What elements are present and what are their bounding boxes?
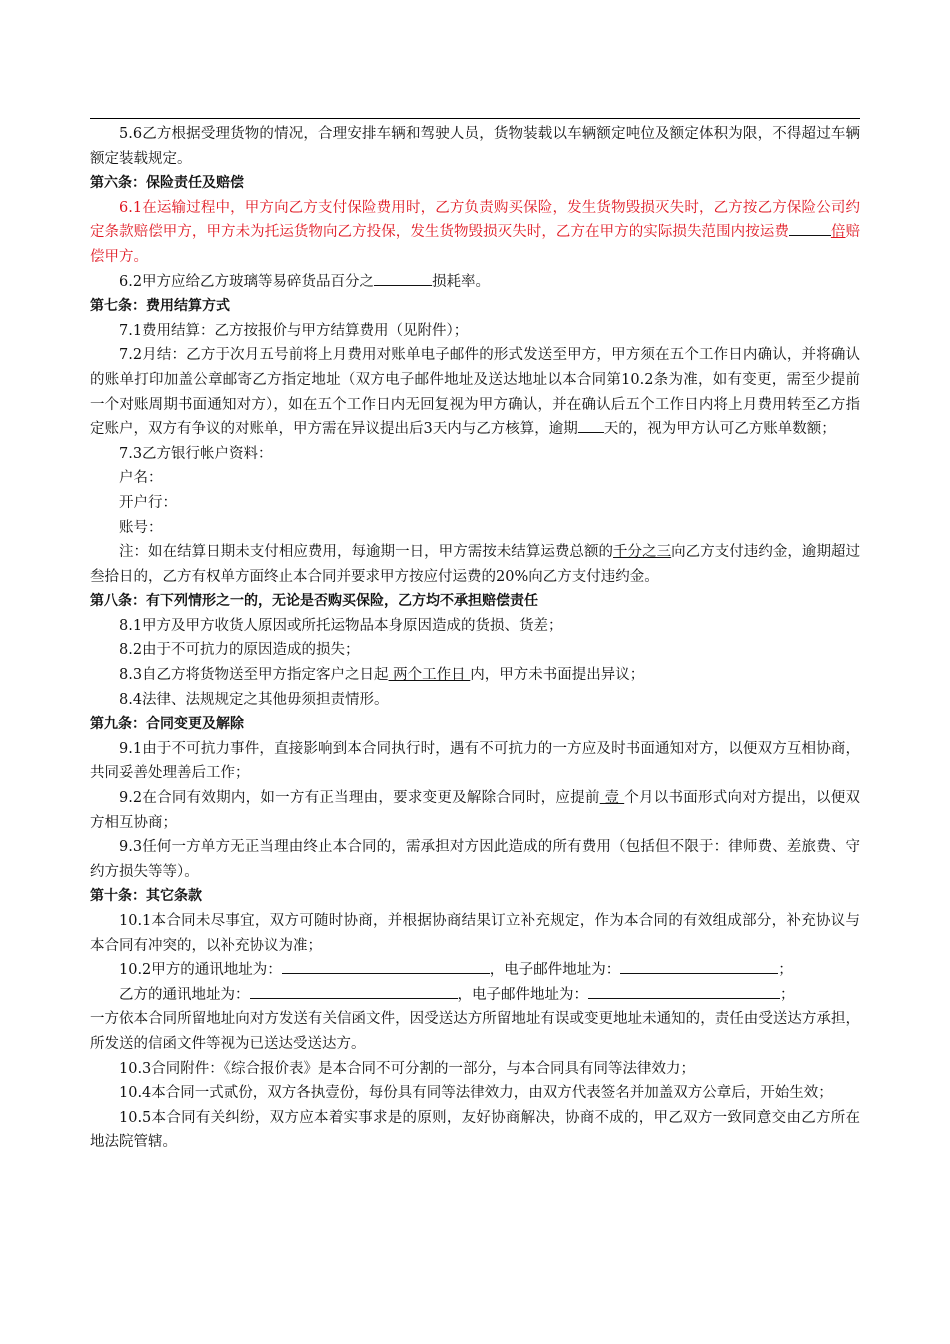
clause-9-2-text: 9.2在合同有效期内，如一方有正当理由，要求变更及解除合同时，应提前 (119, 790, 600, 807)
account-number: 账号： (119, 519, 163, 536)
clause-10-2-service: 一方依本合同所留地址向对方发送有关信函文件，因受送达方所留地址有误或变更地址未通知的，责任由受送达方承担，所发送的信函文件等视为已送达受送达方。 (90, 1011, 860, 1052)
clause-7-1: 7.1费用结算：乙方按报价与甲方结算费用（见附件）； (119, 322, 469, 339)
clause-6-1-multiple: 倍 (830, 224, 846, 241)
clause-7-2 (90, 343, 860, 441)
clause-8-3 (90, 663, 860, 688)
account-bank: 开户行： (119, 494, 177, 511)
party-a-email-blank (620, 959, 778, 974)
party-a-address-label: 10.2甲方的通讯地址为： (119, 962, 282, 979)
clause-9-2-months: 壹 (599, 790, 625, 807)
clause-8-3-period: 两个工作日 (388, 667, 471, 684)
party-b-email-label: ，电子邮件地址为： (457, 986, 588, 1003)
clause-9-1: 9.1由于不可抗力事件，直接影响到本合同执行时，遇有不可抗力的一方应及时书面通知对方，以便双方互相协商，共同妥善处理善后工作； (90, 740, 860, 782)
party-a-end: ； (778, 962, 793, 979)
clause-7-2-end: 天的，视为甲方认可乙方账单数额； (603, 421, 836, 438)
header-rule (90, 118, 860, 119)
account-name: 户名： (119, 470, 163, 487)
payment-note-end: 向乙方支付违约金，逾期超过叁拾日的，乙方有权单方面终止本合同并要求甲方按应付运费的20%向乙方支付违约金。 (90, 544, 861, 585)
party-b-email-blank (588, 984, 780, 999)
clause-8-1: 8.1甲方及甲方收货人原因或所托运物品本身原因造成的货损、货差； (119, 617, 563, 634)
blank-field (374, 271, 432, 286)
clause-10-2-party-a (90, 958, 860, 983)
clause-6-1-text: 6.1在运输过程中，甲方向乙方支付保险费用时，乙方负责购买保险，发生货物毁损灭失时，乙方按乙方保险公司约定条款赔偿甲方，甲方未为托运货物向乙方投保，发生货物毁损灭失时，乙方在甲方的实际损失范围内按运费 (90, 199, 860, 241)
clause-9-2 (90, 786, 860, 835)
heading-article-10: 第十条：其它条款 (90, 888, 202, 905)
heading-article-9: 第九条：合同变更及解除 (90, 716, 244, 733)
clause-6-2-end: 损耗率。 (432, 273, 491, 290)
clause-10-2-party-b (90, 983, 860, 1008)
party-b-end: ； (780, 986, 795, 1003)
contract-body (90, 122, 860, 1155)
party-a-email-label: ，电子邮件地址为： (489, 962, 621, 979)
party-b-address-blank (250, 984, 458, 999)
heading-article-7: 第七条：费用结算方式 (90, 298, 230, 315)
clause-8-2: 8.2由于不可抗力的原因造成的损失； (119, 642, 360, 659)
clause-10-4: 10.4本合同一式贰份，双方各执壹份，每份具有同等法律效力，由双方代表签名并加盖双方公章后，开始生效； (119, 1085, 833, 1102)
clause-7-2-text: 7.2月结：乙方于次月五号前将上月费用对账单电子邮件的形式发送至甲方，甲方须在五个工作日内确认，并将确认的账单打印加盖公章邮寄乙方指定地址（双方电子邮件地址及送达地址以本合同第10.2条为准，如有变更，需至少提前一个对账周期书面通知对方），如在五个工作日内无回复视为甲方确认，并在确认后五个工作日内将上月费用转至乙方指定账户，双方有争议的对账单，甲方需在异议提出后3天内与乙方核算，逾期 (90, 347, 860, 438)
party-a-address-blank (282, 959, 490, 974)
clause-8-4: 8.4法律、法规规定之其他毋须担责情形。 (119, 691, 389, 708)
clause-10-3: 10.3合同附件：《综合报价表》是本合同不可分割的一部分，与本合同具有同等法律效力； (119, 1060, 696, 1077)
clause-6-2 (90, 270, 860, 295)
clause-6-1 (90, 196, 860, 270)
clause-10-1: 10.1本合同未尽事宜，双方可随时协商，并根据协商结果订立补充规定，作为本合同的有效组成部分，补充协议与本合同有冲突的，以补充协议为准； (90, 913, 860, 954)
clause-9-3: 9.3任何一方单方无正当理由终止本合同的，需承担对方因此造成的所有费用（包括但不限于：律师费、差旅费、守约方损失等等）。 (90, 839, 860, 880)
clause-6-1-end: 赔偿甲方。 (90, 224, 861, 265)
payment-note (90, 540, 860, 589)
payment-note-text: 注：如在结算日期未支付相应费用，每逾期一日，甲方需按未结算运费总额的 (119, 544, 614, 561)
clause-7-3: 7.3乙方银行帐户资料： (119, 445, 273, 462)
clause-9-2-end: 个月以书面形式向对方提出，以便双方相互协商； (90, 790, 861, 831)
heading-article-6: 第六条：保险责任及赔偿 (90, 175, 244, 192)
party-b-address-label: 乙方的通讯地址为： (119, 986, 250, 1003)
clause-5-6: 5.6乙方根据受理货物的情况，合理安排车辆和驾驶人员，货物装载以车辆额定吨位及额定体积为限，不得超过车辆额定装载规定。 (90, 126, 860, 167)
clause-8-3-end: 内，甲方未书面提出异议； (470, 667, 645, 684)
penalty-rate: 千分之三 (613, 544, 672, 561)
blank-field (578, 418, 604, 433)
clause-6-2-text: 6.2甲方应给乙方玻璃等易碎货品百分之 (119, 273, 375, 290)
blank-field (789, 221, 831, 236)
heading-article-8: 第八条：有下列情形之一的，无论是否购买保险，乙方均不承担赔偿责任 (90, 593, 538, 610)
clause-10-5: 10.5本合同有关纠纷，双方应本着实事求是的原则，友好协商解决，协商不成的，甲乙双方一致同意交由乙方所在地法院管辖。 (90, 1109, 860, 1151)
clause-8-3-text: 8.3自乙方将货物送至甲方指定客户之日起 (119, 667, 389, 684)
